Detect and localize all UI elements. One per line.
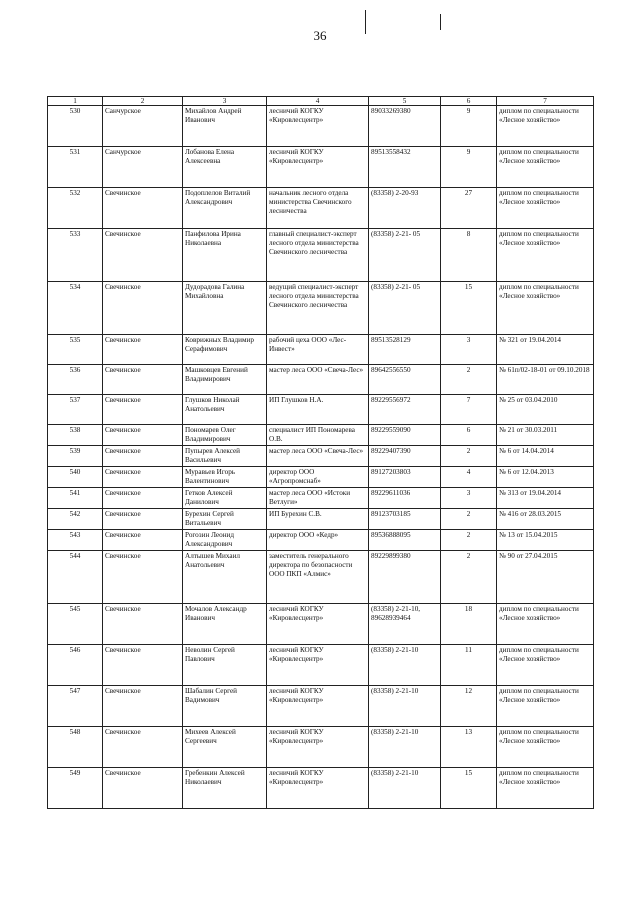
district: Свечинское	[103, 768, 183, 809]
district: Свечинское	[103, 488, 183, 509]
position: ведущий специалист-эксперт лесного отдела министерства Свечинского лесничества	[267, 282, 369, 335]
qualification: № 416 от 28.03.2015	[497, 509, 594, 530]
row-number: 541	[48, 488, 103, 509]
district: Свечинское	[103, 467, 183, 488]
person-name: Алтышев Михаил Анатольевич	[183, 551, 267, 604]
person-name: Коврижных Владимир Серафимович	[183, 335, 267, 365]
position: заместитель генерального директора по безопасности ООО ПКП «Алмис»	[267, 551, 369, 604]
position: ИП Бурехин С.В.	[267, 509, 369, 530]
position: лесничий КОГКУ «Кировлесцентр»	[267, 768, 369, 809]
table-row	[48, 551, 594, 604]
district: Свечинское	[103, 365, 183, 395]
row-number: 544	[48, 551, 103, 604]
column-header: 3	[183, 97, 267, 106]
column-header: 4	[267, 97, 369, 106]
district: Санчурское	[103, 106, 183, 147]
qualification: № 21 от 30.03.2011	[497, 425, 594, 446]
position: рабочий цеха ООО «Лес-Инвест»	[267, 335, 369, 365]
person-name: Муравьев Игорь Валентинович	[183, 467, 267, 488]
qualification: № 61п/02-18-01 от 09.10.2018	[497, 365, 594, 395]
experience-years: 2	[441, 365, 497, 395]
qualification: № 13 от 15.04.2015	[497, 530, 594, 551]
position: директор ООО «Агропромснаб»	[267, 467, 369, 488]
phone: 89642556550	[369, 365, 441, 395]
experience-years: 12	[441, 686, 497, 727]
person-name: Мочалов Александр Иванович	[183, 604, 267, 645]
experience-years: 3	[441, 335, 497, 365]
experience-years: 3	[441, 488, 497, 509]
page-number: 36	[313, 28, 327, 43]
district: Свечинское	[103, 425, 183, 446]
district: Свечинское	[103, 509, 183, 530]
position: директор ООО «Кедр»	[267, 530, 369, 551]
district: Свечинское	[103, 727, 183, 768]
row-number: 530	[48, 106, 103, 147]
experience-years: 15	[441, 282, 497, 335]
experience-years: 13	[441, 727, 497, 768]
qualification: № 90 от 27.04.2015	[497, 551, 594, 604]
qualification: диплом по специальности «Лесное хозяйство»	[497, 686, 594, 727]
qualification: диплом по специальности «Лесное хозяйство»	[497, 604, 594, 645]
position: лесничий КОГКУ «Кировлесцентр»	[267, 727, 369, 768]
phone: 89513528129	[369, 335, 441, 365]
person-name: Пупырев Алексей Васильевич	[183, 446, 267, 467]
table-row	[48, 530, 594, 551]
position: специалист ИП Пономарева О.В.	[267, 425, 369, 446]
phone: (83358) 2-21-10	[369, 645, 441, 686]
experience-years: 27	[441, 188, 497, 229]
position: лесничий КОГКУ «Кировлесцентр»	[267, 147, 369, 188]
experience-years: 2	[441, 446, 497, 467]
row-number: 537	[48, 395, 103, 425]
position: лесничий КОГКУ «Кировлесцентр»	[267, 686, 369, 727]
experience-years: 8	[441, 229, 497, 282]
table-row	[48, 335, 594, 365]
table-row	[48, 229, 594, 282]
district: Свечинское	[103, 282, 183, 335]
position: лесничий КОГКУ «Кировлесцентр»	[267, 645, 369, 686]
row-number: 542	[48, 509, 103, 530]
position: мастер леса ООО «Истоки Ветлуги»	[267, 488, 369, 509]
person-name: Неволин Сергей Павлович	[183, 645, 267, 686]
phone: (83358) 2-21-10	[369, 727, 441, 768]
qualification: диплом по специальности «Лесное хозяйство»	[497, 229, 594, 282]
scan-line	[440, 14, 441, 30]
table-row	[48, 467, 594, 488]
qualification: № 6 от 12.04.2013	[497, 467, 594, 488]
experience-years: 2	[441, 530, 497, 551]
table-row	[48, 768, 594, 809]
position: мастер леса ООО «Свеча-Лес»	[267, 365, 369, 395]
district: Свечинское	[103, 686, 183, 727]
table-row	[48, 188, 594, 229]
column-header: 2	[103, 97, 183, 106]
table-row	[48, 727, 594, 768]
person-name: Лобанова Елена Алексеевна	[183, 147, 267, 188]
experience-years: 6	[441, 425, 497, 446]
column-header: 7	[497, 97, 594, 106]
table-row	[48, 509, 594, 530]
qualification: диплом по специальности «Лесное хозяйство»	[497, 727, 594, 768]
qualification: № 25 от 03.04.2010	[497, 395, 594, 425]
row-number: 534	[48, 282, 103, 335]
district: Свечинское	[103, 395, 183, 425]
row-number: 540	[48, 467, 103, 488]
phone: (83358) 2-20-93	[369, 188, 441, 229]
experience-years: 9	[441, 147, 497, 188]
qualification: диплом по специальности «Лесное хозяйство»	[497, 645, 594, 686]
phone: (83358) 2-21- 05	[369, 282, 441, 335]
row-number: 535	[48, 335, 103, 365]
row-number: 536	[48, 365, 103, 395]
phone: 89229559090	[369, 425, 441, 446]
position: лесничий КОГКУ «Кировлесцентр»	[267, 604, 369, 645]
table-row	[48, 686, 594, 727]
position: лесничий КОГКУ «Кировлесцентр»	[267, 106, 369, 147]
person-name: Пономарев Олег Владимирович	[183, 425, 267, 446]
scan-line	[365, 10, 366, 34]
qualification: № 321 от 19.04.2014	[497, 335, 594, 365]
table-row	[48, 488, 594, 509]
phone: (83358) 2-21-10, 89628939464	[369, 604, 441, 645]
table-row	[48, 147, 594, 188]
person-name: Панфилова Ирина Николаевна	[183, 229, 267, 282]
qualification: диплом по специальности «Лесное хозяйство»	[497, 282, 594, 335]
experience-years: 7	[441, 395, 497, 425]
experience-years: 15	[441, 768, 497, 809]
person-name: Шабалин Сергей Вадимович	[183, 686, 267, 727]
person-name: Михайлов Андрей Иванович	[183, 106, 267, 147]
column-header: 6	[441, 97, 497, 106]
row-number: 532	[48, 188, 103, 229]
column-header: 1	[48, 97, 103, 106]
district: Свечинское	[103, 551, 183, 604]
phone: 89123703185	[369, 509, 441, 530]
table-row	[48, 365, 594, 395]
person-name: Дудорадова Галина Михайловна	[183, 282, 267, 335]
qualification: диплом по специальности «Лесное хозяйство»	[497, 188, 594, 229]
row-number: 548	[48, 727, 103, 768]
qualification: № 6 от 14.04.2014	[497, 446, 594, 467]
table-row	[48, 106, 594, 147]
row-number: 543	[48, 530, 103, 551]
district: Свечинское	[103, 446, 183, 467]
phone: (83358) 2-21- 05	[369, 229, 441, 282]
person-name: Машковцев Евгений Владимирович	[183, 365, 267, 395]
person-name: Глушков Николай Анатольевич	[183, 395, 267, 425]
row-number: 538	[48, 425, 103, 446]
experience-years: 2	[441, 509, 497, 530]
phone: 89229899380	[369, 551, 441, 604]
phone: (83358) 2-21-10	[369, 768, 441, 809]
row-number: 531	[48, 147, 103, 188]
row-number: 533	[48, 229, 103, 282]
phone: 89229407390	[369, 446, 441, 467]
row-number: 546	[48, 645, 103, 686]
person-name: Гребенкин Алексей Николаевич	[183, 768, 267, 809]
table-row	[48, 446, 594, 467]
person-name: Подоплелов Виталий Александрович	[183, 188, 267, 229]
person-name: Рогозин Леонид Александрович	[183, 530, 267, 551]
position: мастер леса ООО «Свеча-Лес»	[267, 446, 369, 467]
row-number: 539	[48, 446, 103, 467]
experience-years: 9	[441, 106, 497, 147]
phone: 89513558432	[369, 147, 441, 188]
experience-years: 2	[441, 551, 497, 604]
row-number: 549	[48, 768, 103, 809]
person-name: Гетков Алексей Данилович	[183, 488, 267, 509]
table-row	[48, 282, 594, 335]
experience-years: 18	[441, 604, 497, 645]
position: главный специалист-эксперт лесного отдела министерства Свечинского лесничества	[267, 229, 369, 282]
phone: (83358) 2-21-10	[369, 686, 441, 727]
table-row	[48, 645, 594, 686]
district: Свечинское	[103, 229, 183, 282]
qualification: диплом по специальности «Лесное хозяйство»	[497, 147, 594, 188]
district: Санчурское	[103, 147, 183, 188]
phone: 89229556972	[369, 395, 441, 425]
phone: 89536888095	[369, 530, 441, 551]
qualification: диплом по специальности «Лесное хозяйство»	[497, 106, 594, 147]
phone: 89229611036	[369, 488, 441, 509]
qualification: № 313 от 19.04.2014	[497, 488, 594, 509]
district: Свечинское	[103, 604, 183, 645]
column-header: 5	[369, 97, 441, 106]
position: начальник лесного отдела министерства Свечинского лесничества	[267, 188, 369, 229]
phone: 89127203803	[369, 467, 441, 488]
registry-table	[47, 96, 594, 809]
experience-years: 11	[441, 645, 497, 686]
person-name: Михеев Алексей Сергеевич	[183, 727, 267, 768]
position: ИП Глушков Н.А.	[267, 395, 369, 425]
experience-years: 4	[441, 467, 497, 488]
phone: 89033269380	[369, 106, 441, 147]
row-number: 545	[48, 604, 103, 645]
table-row	[48, 425, 594, 446]
header-row	[48, 97, 594, 106]
row-number: 547	[48, 686, 103, 727]
district: Свечинское	[103, 188, 183, 229]
table-row	[48, 604, 594, 645]
district: Свечинское	[103, 645, 183, 686]
qualification: диплом по специальности «Лесное хозяйство»	[497, 768, 594, 809]
district: Свечинское	[103, 335, 183, 365]
table-row	[48, 395, 594, 425]
district: Свечинское	[103, 530, 183, 551]
person-name: Бурехин Сергей Витальевич	[183, 509, 267, 530]
